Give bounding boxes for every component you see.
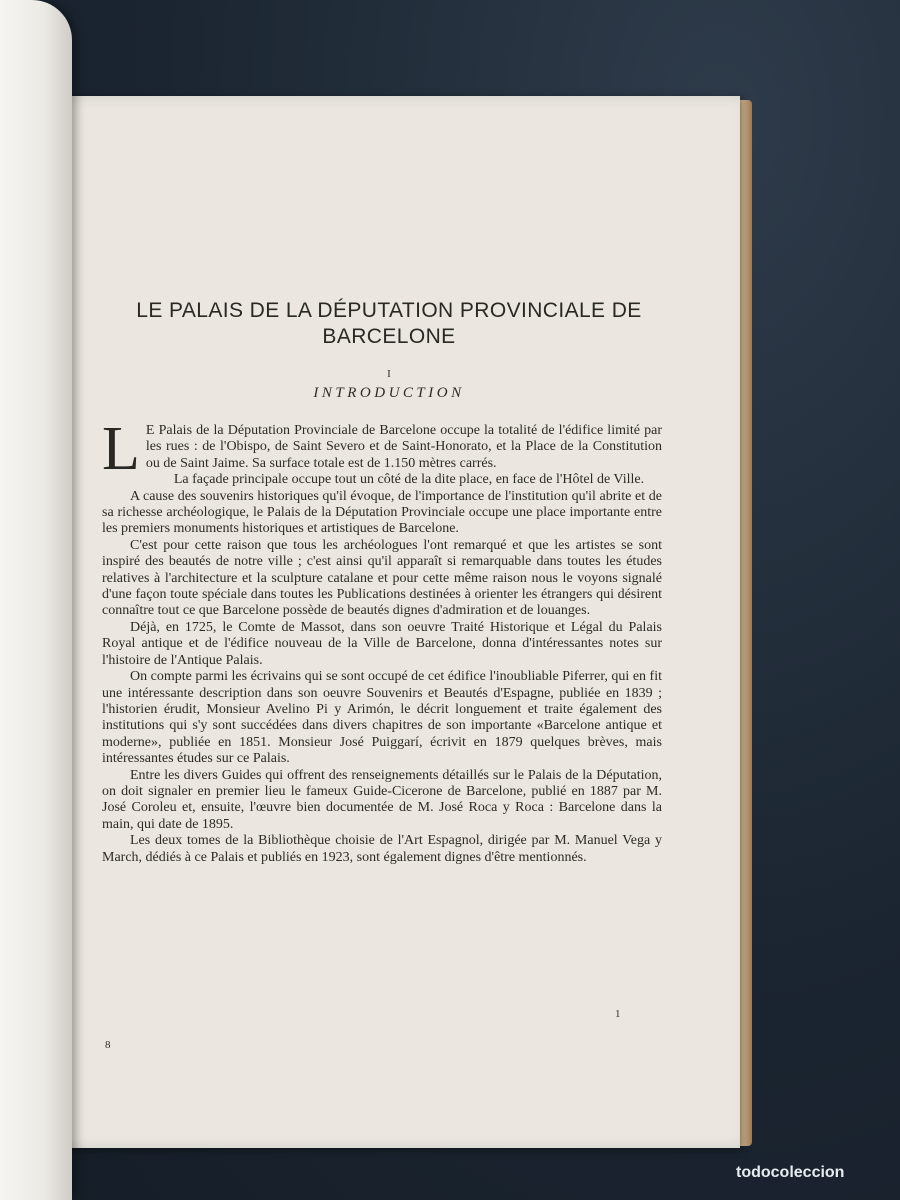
page-number: 8 — [105, 1039, 111, 1051]
section-number: I — [387, 368, 391, 380]
paragraph: Déjà, en 1725, le Comte de Massot, dans son oeuvre Traité Historique et Légal du Palais Royal antique et de l'édifice nouveau de la Ville de Barcelone, donna d'intéressantes notes sur l'histoire de l'Antique Palais. — [102, 619, 662, 668]
signature-mark: 1 — [615, 1008, 621, 1020]
paragraph: On compte parmi les écrivains qui se sont occupé de cet édifice l'inoubliable Piferrer, qui en fit une intéressante description dans son oeuvre Souvenirs et Beautés d'Espagne, publiée en 1839 ; l'historien érudit, Monsieur Avelino Pi y Arimón, le décrit longuement et traite également des institutions qui s'y sont succédées dans divers chapitres de son importante «Barcelone antique et moderne», publiée en 1851. Monsieur José Puiggarí, écrivit en 1879 quelques brèves, mais intéressantes études sur ce Palais. — [102, 669, 662, 767]
page-title-line-2: BARCELONE — [322, 325, 456, 348]
book-page — [38, 96, 740, 1148]
paragraph: Les deux tomes de la Bibliothèque choisie de l'Art Espagnol, dirigée par M. Manuel Vega y March, dédiés à ce Palais et publiés en 1923, sont également dignes d'être mentionnés. — [102, 833, 662, 865]
paragraph: L E Palais de la Députation Provinciale de Barcelone occupe la totalité de l'édifice limité par les rues : de l'Obispo, de Saint Severo et de Saint-Honorato, et la Place de la Constitution ou de Saint Jaime. Sa surface totale est de 1.150 mètres carrés. — [102, 415, 662, 483]
section-title: INTRODUCTION — [313, 385, 465, 401]
watermark: todocoleccion — [736, 1164, 845, 1181]
facing-page — [0, 0, 72, 1200]
paragraph: La façade principale occupe tout un côté de la dite place, en face de l'Hôtel de Ville. — [173, 472, 645, 488]
body-text — [102, 415, 662, 866]
paragraph: C'est pour cette raison que tous les archéologues l'ont remarqué et que les artistes se sont inspiré des beautés de notre ville ; c'est ainsi qu'il apparaît si remarquable dans toutes les études relatives à l'architecture et la sculpture catalane et pour cette même raison nous le voyons signalé d'une façon toute spéciale dans toutes les Publications destinées à orienter les étrangers qui désirent connaître tout ce que Barcelone possède de beautés dignes d'admiration et de louanges. — [102, 537, 662, 619]
paragraph: Entre les divers Guides qui offrent des renseignements détaillés sur le Palais de la Députation, on doit signaler en premier lieu le fameux Guide-Cicerone de Barcelone, publié en 1887 par M. José Coroleu et, ensuite, l'œuvre bien documentée de M. José Roca y Roca : Barcelone dans la main, qui date de 1895. — [102, 767, 662, 832]
drop-cap: L — [102, 415, 140, 483]
paragraph: A cause des souvenirs historiques qu'il évoque, de l'importance de l'institution qu'il abrite et de sa richesse archéologique, le Palais de la Députation Provinciale occupe une place importante entre les premiers monuments historiques et artistiques de Barcelone. — [102, 488, 662, 537]
page-title-line-1: LE PALAIS DE LA DÉPUTATION PROVINCIALE DE — [136, 299, 642, 322]
